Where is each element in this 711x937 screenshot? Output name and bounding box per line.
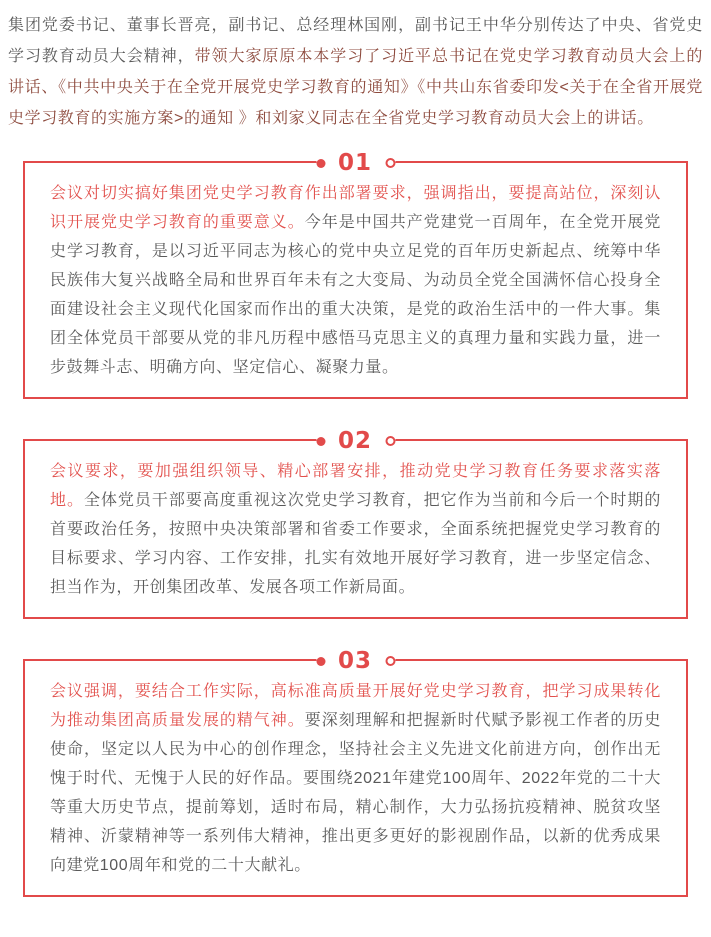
section-02 (23, 428, 688, 619)
section-02-number: 02 (337, 428, 373, 454)
section-01-header (316, 147, 395, 179)
section-03 (23, 648, 688, 897)
section-01-paragraph (50, 179, 661, 382)
hollow-dot-icon (385, 436, 395, 446)
section-02-body: 全体党员干部要高度重视这次党史学习教育，把它作为当前和今后一个时期的首要政治任务，按照中央决策部署和省委工作要求，全面系统把握党史学习教育的目标要求、学习内容、工作安排，扎实有效地开展好学习教育，进一步坚定信念、担当作为，开创集团改革、发展各项工作新局面。 (50, 492, 661, 596)
section-01-number: 01 (337, 150, 373, 176)
hollow-dot-icon (385, 158, 395, 168)
filled-dot-icon (316, 437, 325, 446)
section-03-paragraph (50, 677, 661, 880)
intro-text-normal: 集团党委书记、董事长晋亮，副书记、总经理林国刚，副书记王中华分别传达了中央、省党史学习教育动员大会精神， (8, 17, 703, 65)
section-02-lead: 会议要求，要加强组织领导、精心部署安排，推动党史学习教育任务要求落实落地。 (50, 463, 661, 509)
filled-dot-icon (316, 657, 325, 666)
section-03-number: 03 (337, 648, 373, 674)
section-03-body: 要深刻理解和把握新时代赋予影视工作者的历史使命，坚定以人民为中心的创作理念，坚持社会主义先进文化前进方向，创作出无愧于时代、无愧于人民的好作品。要围绕2021年建党100周年、2022年党的二十大等重大历史节点，提前筹划，适时布局，精心制作，大力弘扬抗疫精神、脱贫攻坚精神、沂蒙精神等一系列伟大精神，推出更多更好的影视剧作品，以新的优秀成果向建党100周年和党的二十大献礼。 (50, 712, 661, 874)
section-02-paragraph (50, 457, 661, 602)
section-03-lead: 会议强调，要结合工作实际，高标准高质量开展好党史学习教育，把学习成果转化为推动集团高质量发展的精气神。 (50, 683, 661, 729)
intro-text-highlight: 带领大家原原本本学习了习近平总书记在党史学习教育动员大会上的讲话、《中共中央关于在全党开展党史学习教育的通知》《中共山东省委印发<关于在全省开展党史学习教育的实施方案>的通知 》和刘家义同志在全省党史学习教育动员大会上的讲话。 (8, 48, 703, 127)
section-03-header (316, 645, 395, 677)
intro-paragraph (8, 10, 703, 134)
section-01 (23, 150, 688, 399)
filled-dot-icon (316, 159, 325, 168)
section-01-body: 今年是中国共产党建党一百周年，在全党开展党史学习教育，是以习近平同志为核心的党中央立足党的百年历史新起点、统筹中华民族伟大复兴战略全局和世界百年未有之大变局、为动员全党全国满怀信心投身全面建设社会主义现代化国家而作出的重大决策，是党的政治生活中的一件大事。集团全体党员干部要从党的非凡历程中感悟马克思主义的真理力量和实践力量，进一步鼓舞斗志、明确方向、坚定信心、凝聚力量。 (50, 214, 661, 376)
section-01-lead: 会议对切实搞好集团党史学习教育作出部署要求，强调指出，要提高站位，深刻认识开展党史学习教育的重要意义。 (50, 185, 661, 231)
hollow-dot-icon (385, 656, 395, 666)
section-02-header (316, 425, 395, 457)
